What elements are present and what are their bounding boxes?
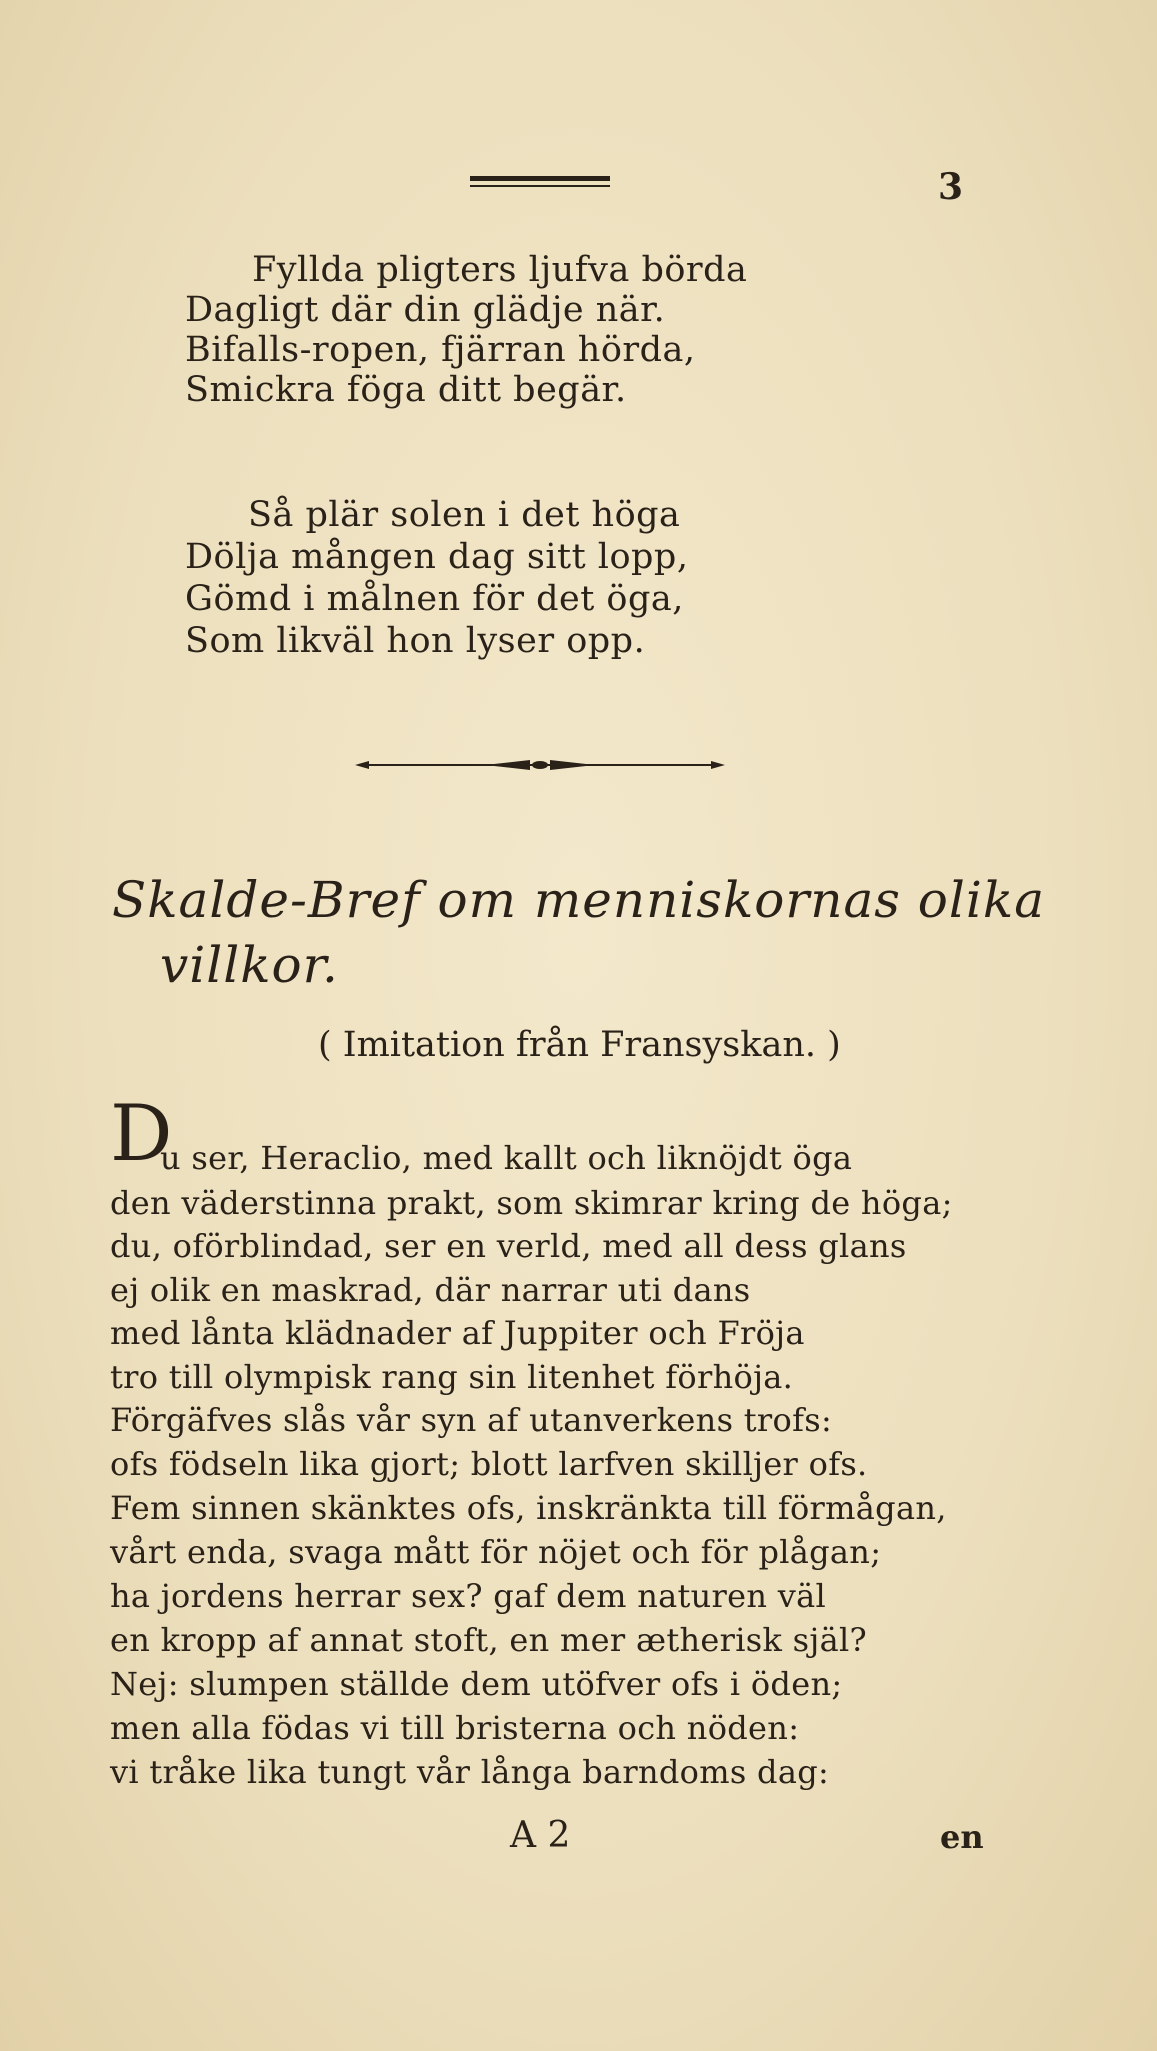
page-number: 3 [938,166,964,208]
verse-line: Som likväl hon lyser opp. [185,621,646,661]
ornamental-divider [355,758,725,772]
verse-line: Dölja mången dag sitt lopp, [185,537,689,577]
text-line: ofs födseln lika gjort; blott larfven skilljer ofs. [110,1445,868,1483]
text-line: du, oförblindad, ser en verld, med all dess glans [110,1227,907,1265]
verse-line: Fyllda pligters ljufva börda [252,250,748,290]
section-subtitle: ( Imitation från Fransyskan. ) [318,1025,841,1065]
printer-signature-mark: A 2 [510,1815,571,1856]
verse-line: Smickra föga ditt begär. [185,370,627,410]
text-line: Förgäfves slås vår syn af utanverkens trofs: [110,1401,833,1439]
verse-line: Bifalls-ropen, fjärran hörda, [185,330,696,370]
text-line: vårt enda, svaga mått för nöjet och för plågan; [110,1533,882,1571]
section-title-line-2: villkor. [160,936,339,994]
text-line: ej olik en maskrad, där narrar uti dans [110,1271,751,1309]
drop-cap: D [110,1089,173,1179]
header-double-rule [470,176,610,188]
text-line: ha jordens herrar sex? gaf dem naturen väl [110,1577,827,1615]
verse-line: Dagligt där din glädje när. [185,290,666,330]
text-line: med lånta klädnader af Juppiter och Fröja [110,1314,805,1352]
text-line: Nej: slumpen ställde dem utöfver ofs i öden; [110,1665,843,1703]
text-line: men alla födas vi till bristerna och nöden: [110,1709,800,1747]
section-title-line-1: Skalde-Bref om menniskornas olika [112,871,1045,929]
verse-line: Gömd i målnen för det öga, [185,579,684,619]
verse-line: Så plär solen i det höga [248,495,681,535]
catchword: en [940,1818,984,1856]
text-line: Fem sinnen skänktes ofs, inskränkta till förmågan, [110,1489,947,1527]
text-line: tro till olympisk rang sin litenhet förhöja. [110,1358,794,1396]
text-line: u ser, Heraclio, med kallt och liknöjdt öga [160,1139,853,1177]
text-line: vi tråke lika tungt vår långa barndoms dag: [110,1753,830,1791]
text-line: den väderstinna prakt, som skimrar kring de höga; [110,1184,953,1222]
text-line: en kropp af annat stoft, en mer ætherisk själ? [110,1621,867,1659]
